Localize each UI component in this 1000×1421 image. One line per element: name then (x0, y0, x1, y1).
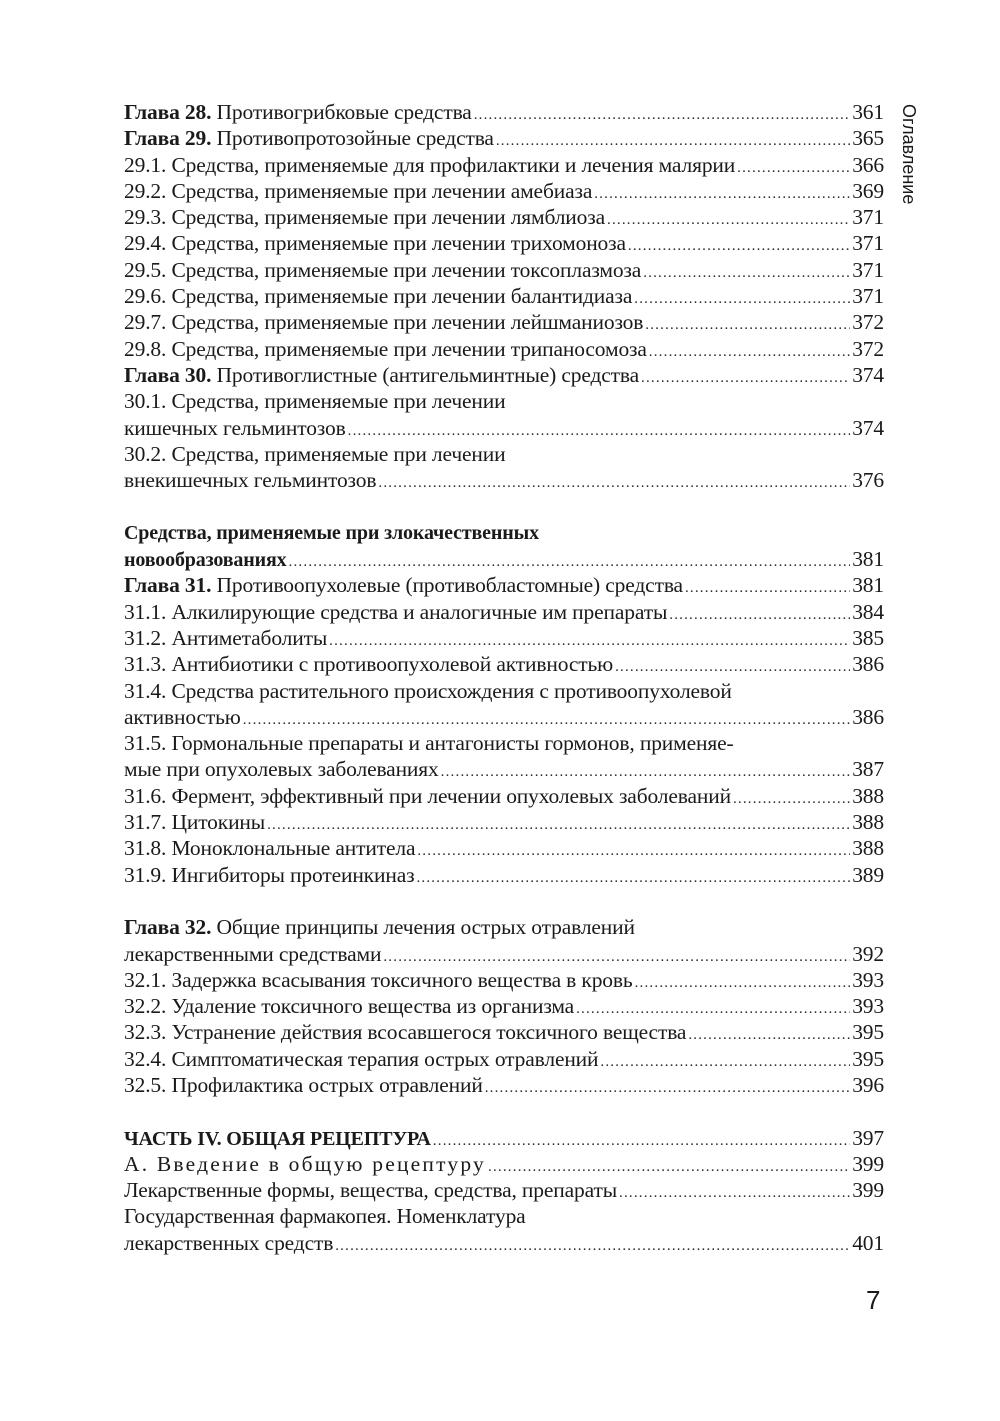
page-ref: 396 (852, 1072, 884, 1097)
dot-leader (628, 233, 850, 259)
page-ref: 401 (852, 1230, 884, 1255)
toc-entry-chapter-30[interactable] (124, 362, 884, 388)
page-ref: 388 (852, 836, 884, 861)
entry-title: 31.3. Антибиотики с противоопухолевой активностью (124, 652, 614, 677)
page-ref: 371 (852, 231, 884, 256)
entry-title: 31.6. Фермент, эффективный при лечении опухолевых заболеваний (124, 783, 731, 808)
section-spacer (124, 888, 884, 914)
entry-title: 29.8. Средства, применяемые при лечении трипаносомоза (124, 336, 647, 361)
toc-entry-31-3[interactable] (124, 651, 884, 677)
dot-leader (416, 865, 850, 891)
page-ref: 371 (852, 257, 884, 282)
toc-section-malignant-line2[interactable] (124, 546, 884, 572)
entry-title: Противоглистные (антигельминтные) средства (211, 362, 640, 387)
page-number: 7 (866, 1285, 881, 1315)
toc-entry-31-8[interactable] (124, 835, 884, 861)
page-ref: 388 (852, 810, 884, 835)
section-title: Средства, применяемые при злокачественных (124, 521, 539, 544)
dot-leader (669, 602, 850, 628)
page-ref: 371 (852, 205, 884, 230)
page-ref: 388 (852, 783, 884, 808)
section-spacer (124, 1098, 884, 1124)
dot-leader (733, 786, 850, 812)
dot-leader (474, 102, 851, 128)
entry-title-continued: активностью (124, 704, 241, 729)
entry-title: 31.8. Моноклональные антитела (124, 836, 416, 861)
toc-entry-31-5-line1[interactable] (124, 730, 884, 756)
dot-leader (378, 470, 850, 496)
section-spacer (124, 493, 884, 519)
entry-title: 31.2. Антиметаболиты (124, 625, 328, 650)
toc-entry-29-4[interactable] (124, 230, 884, 256)
dot-leader (600, 1049, 850, 1075)
entry-title: 32.1. Задержка всасывания токсичного вещества в кровь (124, 967, 633, 992)
dot-leader (433, 1128, 850, 1154)
toc-entry-29-3[interactable] (124, 204, 884, 230)
page-ref: 387 (852, 757, 884, 782)
table-of-contents (124, 99, 884, 1256)
chapter-label: Глава 29. (124, 126, 212, 151)
toc-entry-32-2[interactable] (124, 993, 884, 1019)
chapter-label: Глава 28. (124, 100, 212, 124)
toc-entry-pharmacopeia-line2[interactable] (124, 1230, 884, 1256)
dot-leader (335, 1233, 850, 1259)
entry-title-continued: лекарственных средств (124, 1230, 334, 1255)
toc-entry-29-1[interactable] (124, 152, 884, 178)
toc-entry-31-9[interactable] (124, 862, 884, 888)
toc-entry-part-a[interactable] (124, 1151, 884, 1177)
dot-leader (607, 207, 850, 233)
page-ref: 399 (852, 1151, 884, 1176)
page-ref: 392 (852, 941, 884, 966)
dot-leader (685, 575, 850, 601)
dot-leader (737, 155, 850, 181)
entry-title: 32.4. Симптоматическая терапия острых отравлений (124, 1046, 599, 1071)
page-ref: 393 (852, 994, 884, 1019)
page-ref: 371 (852, 284, 884, 309)
toc-entry-29-8[interactable] (124, 336, 884, 362)
page-ref: 365 (852, 126, 884, 151)
entry-title: 29.1. Средства, применяемые для профилактики и лечения малярии (124, 152, 736, 177)
toc-entry-dosage-forms[interactable] (124, 1177, 884, 1203)
chapter-label: Глава 31. (124, 573, 212, 598)
toc-entry-31-4-line2[interactable] (124, 704, 884, 730)
entry-title: 30.1. Средства, применяемые при лечении (124, 389, 506, 414)
entry-title: 30.2. Средства, применяемые при лечении (124, 441, 506, 466)
page-ref: 385 (852, 625, 884, 650)
toc-entry-32-4[interactable] (124, 1046, 884, 1072)
dot-leader (649, 339, 850, 365)
entry-title: 29.2. Средства, применяемые при лечении амебиаза (124, 178, 593, 203)
toc-entry-29-2[interactable] (124, 178, 884, 204)
dot-leader (485, 1075, 850, 1101)
entry-title: 29.5. Средства, применяемые при лечении токсоплазмоза (124, 257, 642, 282)
dot-leader (635, 970, 851, 996)
page-ref: 372 (852, 310, 884, 335)
toc-entry-chapter-29[interactable] (124, 125, 884, 151)
toc-entry-32-5[interactable] (124, 1072, 884, 1098)
entry-title: 29.7. Средства, применяемые при лечении лейшманиозов (124, 310, 644, 335)
toc-entry-chapter-32-line1[interactable] (124, 914, 884, 940)
toc-entry-29-6[interactable] (124, 283, 884, 309)
part-title: ЧАСТЬ IV. ОБЩАЯ РЕЦЕПТУРА (124, 1127, 431, 1150)
toc-section-malignant-line1[interactable] (124, 520, 884, 546)
dot-leader (417, 838, 850, 864)
entry-title: 31.9. Ингибиторы протеинкиназ (124, 862, 415, 887)
entry-title: 29.4. Средства, применяемые при лечении трихомоноза (124, 231, 626, 256)
toc-entry-29-5[interactable] (124, 257, 884, 283)
entry-title: 31.1. Алкилирующие средства и аналогичные им препараты (124, 599, 668, 624)
dot-leader (619, 1180, 850, 1206)
toc-entry-29-7[interactable] (124, 309, 884, 335)
page-ref: 369 (852, 178, 884, 203)
toc-entry-part-4[interactable] (124, 1125, 884, 1151)
toc-entry-31-1[interactable] (124, 599, 884, 625)
page-ref: 389 (852, 862, 884, 887)
entry-title-continued: мые при опухолевых заболеваниях (124, 757, 439, 782)
page-ref: 372 (852, 336, 884, 361)
page-ref: 395 (852, 1046, 884, 1071)
page-ref: 393 (852, 967, 884, 992)
toc-entry-31-5-line2[interactable] (124, 756, 884, 782)
page-ref: 374 (852, 362, 884, 387)
toc-entry-chapter-31[interactable] (124, 572, 884, 598)
page-ref: 366 (852, 152, 884, 177)
entry-title: Общие принципы лечения острых отравлений (211, 915, 635, 940)
page-ref: 376 (852, 468, 884, 493)
chapter-label: Глава 30. (124, 362, 212, 387)
toc-entry-30-1-line1[interactable] (124, 388, 884, 414)
dot-leader (594, 181, 850, 207)
entry-title: 29.6. Средства, применяемые при лечении балантидиаза (124, 284, 633, 309)
dot-leader (645, 312, 850, 338)
page-ref: 381 (852, 547, 884, 572)
page-ref: 384 (852, 599, 884, 624)
section-title-continued: новообразованиях (124, 549, 287, 572)
chapter-label: Глава 32. (124, 915, 212, 940)
dot-leader (688, 1022, 850, 1048)
toc-entry-32-1[interactable] (124, 967, 884, 993)
page-ref: 395 (852, 1020, 884, 1045)
entry-title: Лекарственные формы, вещества, средства, препараты (124, 1178, 617, 1203)
page-ref: 397 (852, 1125, 884, 1150)
toc-entry-30-2-line1[interactable] (124, 441, 884, 467)
toc-entry-31-7[interactable] (124, 809, 884, 835)
page-ref: 399 (852, 1178, 884, 1203)
entry-title: 32.2. Удаление токсичного вещества из организма (124, 994, 575, 1019)
toc-entry-31-4-line1[interactable] (124, 678, 884, 704)
entry-title: 31.4. Средства растительного происхождения с противоопухолевой (124, 678, 732, 703)
entry-title: 31.7. Цитокины (124, 810, 266, 835)
page-ref: 361 (852, 100, 884, 124)
toc-entry-30-1-line2[interactable] (124, 415, 884, 441)
entry-title-continued: внекишечных гельминтозов (124, 468, 377, 493)
entry-title: А. Введение в общую рецептуру (124, 1151, 486, 1176)
dot-leader (643, 260, 850, 286)
toc-entry-chapter-28[interactable] (124, 99, 884, 125)
running-header-section-label: Оглавление (899, 104, 919, 205)
page-ref: 386 (852, 704, 884, 729)
entry-title-continued: лекарственными средствами (124, 941, 382, 966)
dot-leader (634, 286, 850, 312)
entry-title: Противогрибковые средства (211, 100, 472, 124)
entry-title: 32.5. Профилактика острых отравлений (124, 1072, 483, 1097)
entry-title: 32.3. Устранение действия всосавшегося токсичного вещества (124, 1020, 687, 1045)
entry-title: Государственная фармакопея. Номенклатура (124, 1204, 526, 1229)
entry-title: 31.5. Гормональные препараты и антагонисты гормонов, применяе- (124, 731, 734, 756)
page-ref: 374 (852, 415, 884, 440)
toc-entry-chapter-32-line2[interactable] (124, 941, 884, 967)
toc-entry-pharmacopeia-line1[interactable] (124, 1203, 884, 1229)
entry-title-continued: кишечных гельминтозов (124, 415, 346, 440)
toc-entry-30-2-line2[interactable] (124, 467, 884, 493)
page-ref: 386 (852, 652, 884, 677)
toc-entry-31-2[interactable] (124, 625, 884, 651)
entry-title: 29.3. Средства, применяемые при лечении лямблиоза (124, 205, 605, 230)
entry-title: Противоопухолевые (противобластомные) средства (211, 573, 683, 598)
toc-entry-32-3[interactable] (124, 1019, 884, 1045)
toc-entry-31-6[interactable] (124, 783, 884, 809)
dot-leader (641, 365, 850, 391)
entry-title: Противопротозойные средства (211, 126, 494, 151)
page-ref: 381 (852, 573, 884, 598)
